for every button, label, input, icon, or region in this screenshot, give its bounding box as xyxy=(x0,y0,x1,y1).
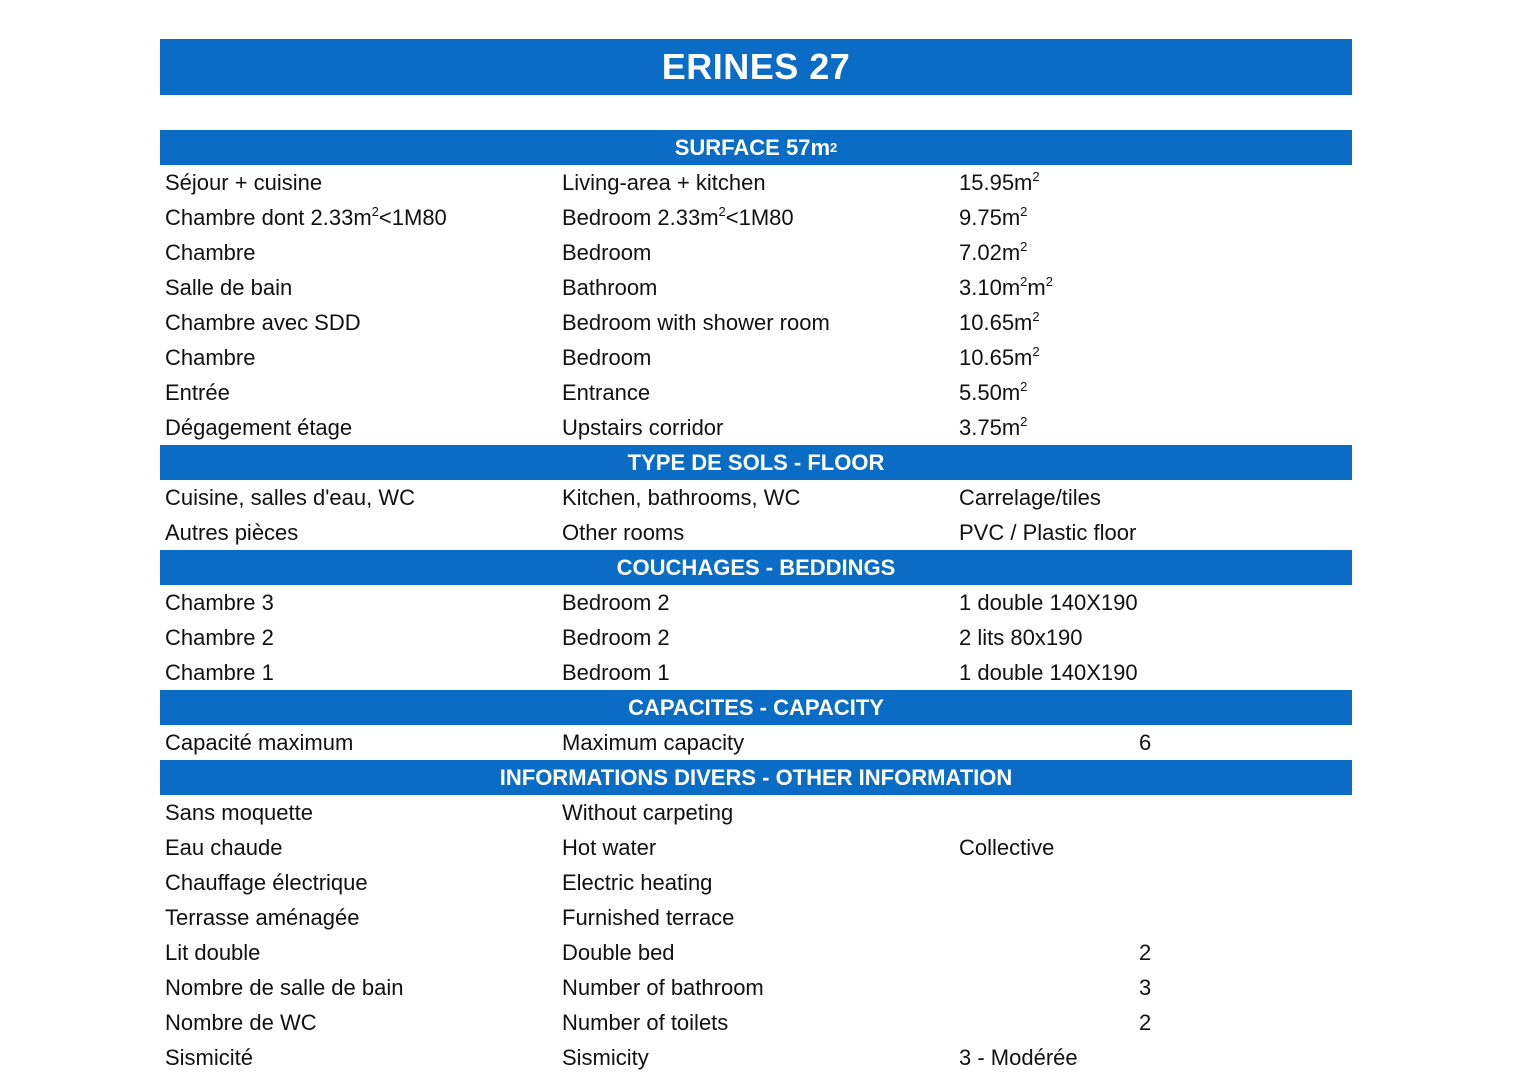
row-number-cell xyxy=(1139,730,1352,756)
row-number: 3 xyxy=(1139,974,1152,1000)
table-row xyxy=(160,200,1352,235)
table-row xyxy=(160,515,1352,550)
table-row xyxy=(160,340,1352,375)
label-fr: Eau chaude xyxy=(165,834,283,860)
table-row xyxy=(160,1005,1352,1040)
row-value: 1 double 140X190 xyxy=(959,589,1138,615)
label-fr: Dégagement étage xyxy=(165,414,353,440)
label-fr: Sans moquette xyxy=(165,799,313,825)
section-header: SURFACE 57m 2 xyxy=(160,130,1352,165)
row-number-cell xyxy=(1139,1010,1352,1036)
page-title: ERINES 27 xyxy=(160,39,1352,95)
label-fr: Capacité maximum xyxy=(165,729,354,755)
table-row xyxy=(160,585,1352,620)
label-fr: Terrasse aménagée xyxy=(165,904,360,930)
section-header: CAPACITES - CAPACITY xyxy=(160,690,1352,725)
table-row xyxy=(160,900,1352,935)
label-en: Kitchen, bathrooms, WC xyxy=(562,484,801,510)
row-value: $3.75m^2$ xyxy=(959,413,1028,440)
table-row xyxy=(160,620,1352,655)
row-value: 1 double 140X190 xyxy=(959,659,1138,685)
label-fr: Cuisine, salles d'eau, WC xyxy=(165,484,415,510)
label-en: Bedroom $2.33m^2<1M80$ xyxy=(562,203,794,230)
label-fr: Chambre xyxy=(165,239,256,265)
label-fr: Chambre dont $2.33m^2<1M80$ xyxy=(165,203,447,230)
label-en: Bathroom xyxy=(562,274,658,300)
row-value: 2 lits 80x190 xyxy=(959,624,1083,650)
label-fr: Entrée xyxy=(165,379,230,405)
label-en: Without carpeting xyxy=(562,799,734,825)
table-row xyxy=(160,375,1352,410)
info-sheet xyxy=(160,130,1352,1075)
label-fr: Sismicité xyxy=(165,1044,254,1070)
label-en: Bedroom 2 xyxy=(562,624,670,650)
label-en: Sismicity xyxy=(562,1044,649,1070)
label-en: Bedroom xyxy=(562,344,652,370)
label-en: Bedroom with shower room xyxy=(562,309,830,335)
label-en: Hot water xyxy=(562,834,657,860)
label-en: Double bed xyxy=(562,939,675,965)
label-en: Number of toilets xyxy=(562,1009,729,1035)
section-header: INFORMATIONS DIVERS - OTHER INFORMATION xyxy=(160,760,1352,795)
label-fr: Chambre avec SDD xyxy=(165,309,361,335)
table-row xyxy=(160,935,1352,970)
label-fr: Lit double xyxy=(165,939,261,965)
label-fr: Nombre de WC xyxy=(165,1009,317,1035)
label-fr: Chambre xyxy=(165,344,256,370)
row-value: Carrelage/tiles xyxy=(959,484,1101,510)
table-row xyxy=(160,410,1352,445)
row-number: 2 xyxy=(1139,1009,1152,1035)
label-en: Entrance xyxy=(562,379,651,405)
row-value: $10.65m^2$ xyxy=(959,343,1040,370)
table-row xyxy=(160,655,1352,690)
section-header: TYPE DE SOLS - FLOOR xyxy=(160,445,1352,480)
section-header: COUCHAGES - BEDDINGS xyxy=(160,550,1352,585)
label-en: Living-area + kitchen xyxy=(562,169,766,195)
row-number: 6 xyxy=(1139,729,1152,755)
row-value: $7.02m^2$ xyxy=(959,238,1028,265)
label-fr: Nombre de salle de bain xyxy=(165,974,404,1000)
label-en: Other rooms xyxy=(562,519,685,545)
label-en: Bedroom xyxy=(562,239,652,265)
label-en: Furnished terrace xyxy=(562,904,735,930)
label-en: Number of bathroom xyxy=(562,974,764,1000)
table-row xyxy=(160,165,1352,200)
label-en: Upstairs corridor xyxy=(562,414,724,440)
table-row xyxy=(160,480,1352,515)
label-fr: Chambre 1 xyxy=(165,659,274,685)
label-fr: Chambre 2 xyxy=(165,624,274,650)
row-number-cell xyxy=(1139,975,1352,1001)
label-fr: Autres pièces xyxy=(165,519,299,545)
row-value: $9.75m^2$ xyxy=(959,203,1028,230)
label-fr: Séjour + cuisine xyxy=(165,169,323,195)
table-row xyxy=(160,270,1352,305)
row-value: Collective xyxy=(959,834,1055,860)
table-row xyxy=(160,970,1352,1005)
table-row xyxy=(160,1040,1352,1075)
row-value: 3 - Modérée xyxy=(959,1044,1078,1070)
table-row xyxy=(160,725,1352,760)
table-row xyxy=(160,235,1352,270)
label-fr: Chambre 3 xyxy=(165,589,274,615)
row-value: $15.95m^2$ xyxy=(959,168,1040,195)
table-row xyxy=(160,795,1352,830)
row-value: $5.50m^2$ xyxy=(959,378,1028,405)
label-en: Maximum capacity xyxy=(562,729,745,755)
label-fr: Salle de bain xyxy=(165,274,293,300)
table-row xyxy=(160,830,1352,865)
row-value: $10.65m^2$ xyxy=(959,308,1040,335)
label-en: Bedroom 1 xyxy=(562,659,670,685)
table-row xyxy=(160,865,1352,900)
row-number-cell xyxy=(1139,940,1352,966)
row-value: $3.10m^2m^2$ xyxy=(959,273,1053,300)
row-number: 2 xyxy=(1139,939,1152,965)
table-row xyxy=(160,305,1352,340)
label-en: Electric heating xyxy=(562,869,713,895)
row-value: PVC / Plastic floor xyxy=(959,519,1137,545)
label-en: Bedroom 2 xyxy=(562,589,670,615)
label-fr: Chauffage électrique xyxy=(165,869,368,895)
